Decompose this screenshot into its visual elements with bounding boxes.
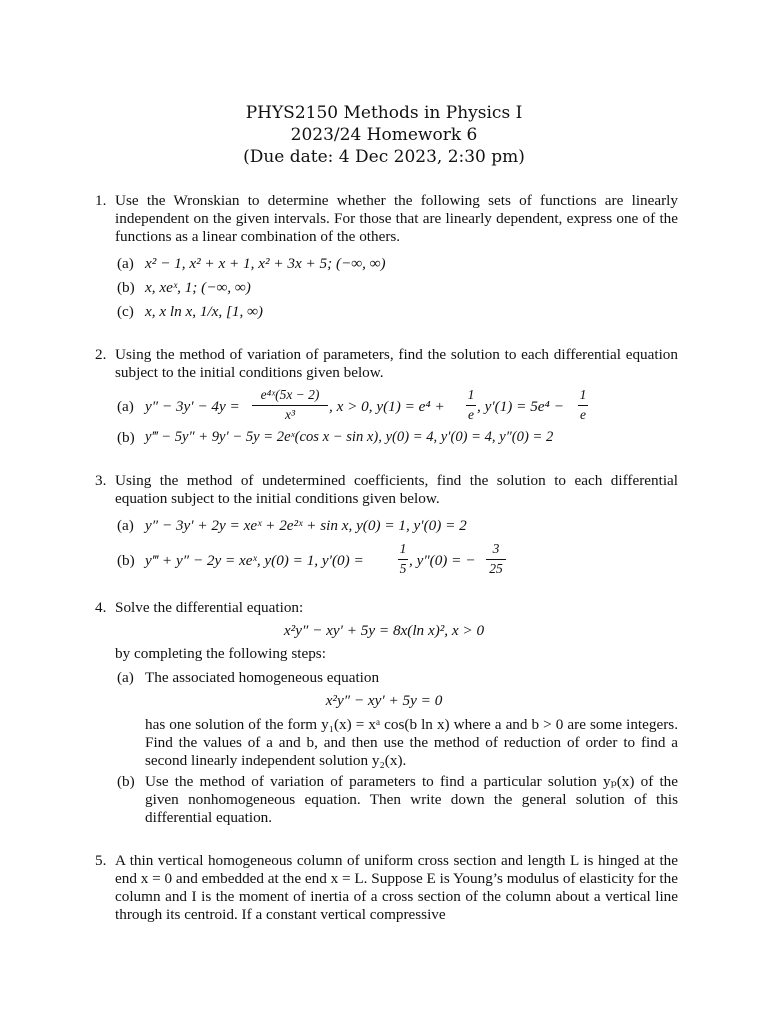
q1b-label: (b) (117, 279, 135, 296)
q5-number: 5. (95, 852, 107, 869)
q3-text: Using the method of undetermined coefficients, find the solution to each differential equation subject to the initial conditions given below. (115, 472, 678, 507)
q4a-label: (a) (117, 669, 134, 686)
q3b-frac2-denominator: 25 (489, 561, 503, 576)
q2a-conditions2: , y′(1) = 5e⁴ − (477, 398, 564, 415)
q4-text: Solve the differential equation: (115, 599, 304, 616)
q2a-frac-numerator: e⁴ˣ(5x − 2) (260, 387, 320, 402)
q3a-math: y″ − 3y′ + 2y = xeˣ + 2e²ˣ + sin x, y(0) = 1, y′(0) = 2 (145, 517, 467, 534)
q4-equation: x²y″ − xy′ + 5y = 8x(ln x)², x > 0 (283, 622, 485, 639)
q3-number: 3. (95, 472, 107, 489)
q2a-frac2-numerator: 1 (467, 387, 475, 402)
q3a-label: (a) (117, 517, 134, 534)
q2a-lhs: y″ − 3y′ − 4y = (145, 398, 240, 415)
q2a-label: (a) (117, 398, 134, 415)
q4-text2: by completing the following steps: (115, 645, 326, 662)
q4a-equation: x²y″ − xy′ + 5y = 0 (325, 692, 443, 709)
due-date: (Due date: 4 Dec 2023, 2:30 pm) (243, 147, 525, 167)
q1-number: 1. (95, 192, 107, 209)
q4b-label: (b) (117, 773, 135, 790)
q4a-text: The associated homogeneous equation (145, 669, 380, 686)
q2a-frac3-denominator: e (580, 407, 586, 422)
q1b-math: x, xeˣ, 1; (−∞, ∞) (145, 279, 251, 296)
q2a-fraction2-bar (466, 405, 476, 406)
q3b-fraction2-bar (486, 559, 506, 560)
homework-title: 2023/24 Homework 6 (290, 125, 478, 145)
q3b-conditions: , y″(0) = − (409, 552, 476, 569)
q2-number: 2. (95, 346, 107, 363)
q4a-text2: has one solution of the form y₁(x) = xᵃ cos(b ln x) where a and b > 0 are some integers. Find the values of a and b, and then use the method of reduction of order to find a second linearly independent solution y₂(x). (145, 716, 678, 769)
q3b-lhs: y‴ + y″ − 2y = xeˣ, y(0) = 1, y′(0) = (145, 552, 364, 569)
q3b-frac1-numerator: 1 (399, 541, 407, 556)
course-title: PHYS2150 Methods in Physics I (245, 103, 523, 123)
q2a-fraction-bar (252, 405, 328, 406)
q2a-frac3-numerator: 1 (579, 387, 587, 402)
q5-text: A thin vertical homogeneous column of uniform cross section and length L is hinged at the end x = 0 and embedded at the end x = L. Suppose E is Young’s modulus of elasticity for the column and I is the moment of inertia of a cross section of the column about a vertical line through its centroid. If a constant vertical compressive (115, 852, 678, 923)
q2a-frac2-denominator: e (468, 407, 474, 422)
q2b-math: y‴ − 5y″ + 9y′ − 5y = 2eˣ(cos x − sin x), y(0) = 4, y′(0) = 4, y″(0) = 2 (145, 429, 554, 445)
q1c-math: x, x ln x, 1/x, [1, ∞) (145, 303, 263, 320)
q1a-math: x² − 1, x² + x + 1, x² + 3x + 5; (−∞, ∞) (145, 255, 386, 272)
q1c-label: (c) (117, 303, 134, 320)
q4-number: 4. (95, 599, 107, 616)
q3b-frac2-numerator: 3 (492, 541, 500, 556)
q3b-fraction1-bar (398, 559, 408, 560)
q2a-fraction3-bar (578, 405, 588, 406)
q2b-label: (b) (117, 429, 135, 446)
q4b-text: Use the method of variation of parameters to find a particular solution yₚ(x) of the given nonhomogeneous equation. Then write down the general solution of this differential equation. (145, 773, 678, 826)
q2-text: Using the method of variation of parameters, find the solution to each differential equation subject to the initial conditions given below. (115, 346, 678, 381)
q2a-conditions: , x > 0, y(1) = e⁴ + (329, 398, 445, 415)
q3b-label: (b) (117, 552, 135, 569)
q1a-label: (a) (117, 255, 134, 272)
q2a-frac-denominator: x³ (284, 407, 296, 422)
q3b-frac1-denominator: 5 (399, 561, 407, 576)
q1-text: Use the Wronskian to determine whether the following sets of functions are linearly independent on the given intervals. For those that are linearly dependent, express one of the functions as a linear combination of the others. (115, 192, 678, 245)
